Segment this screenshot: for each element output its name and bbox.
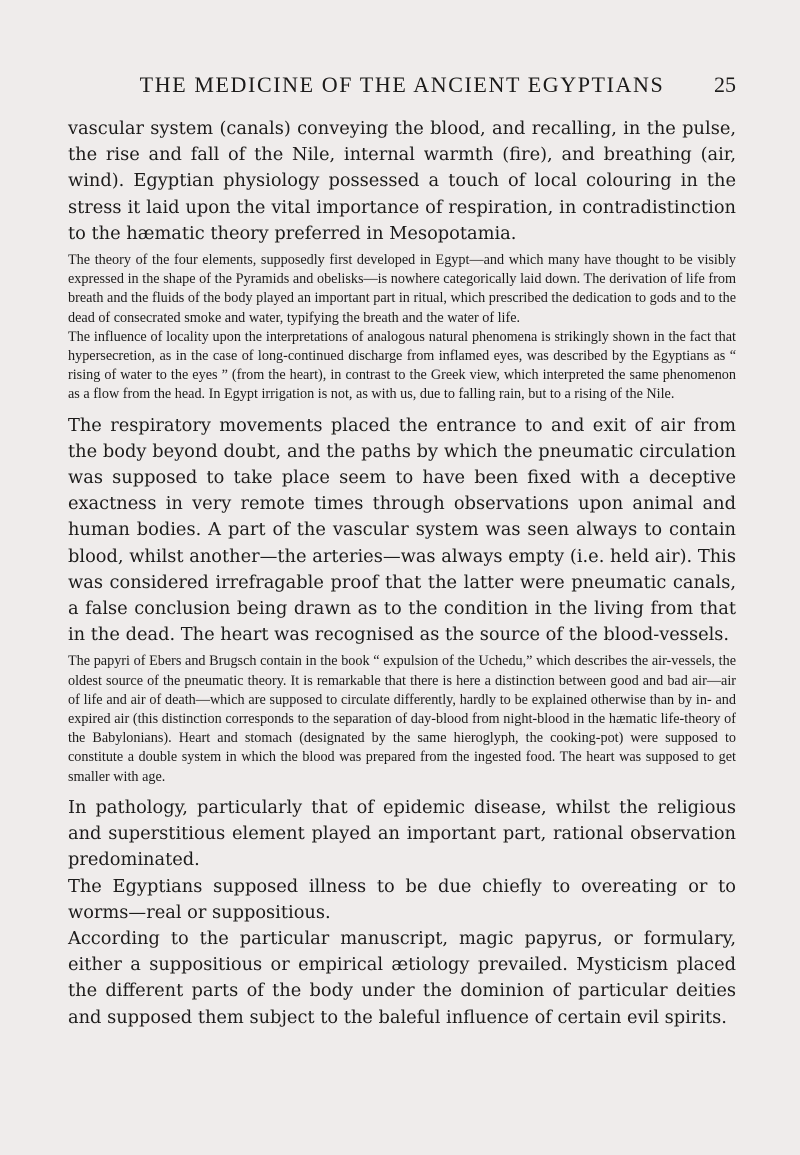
body-paragraph: According to the particular manuscript, magic papyrus, or formulary, either a suppositious or empirical ætiology prevailed. Mysticism placed the different parts of the body under the dominion of particular deities and supposed them subject to the baleful influence of certain evil spirits.: [68, 927, 736, 1028]
body-paragraph: In pathology, particularly that of epidemic disease, whilst the religious and superstitious element played an important part, rational observation predominated.: [68, 796, 736, 871]
running-header: [68, 72, 736, 106]
body-paragraph: The respiratory movements placed the entrance to and exit of air from the body beyond doubt, and the paths by which the pneumatic circulation was supposed to take place seem to have been fixed with a deceptive exactness in very remote times through observations upon animal and human bodies. A part of the vascular system was seen always to contain blood, whilst another—the arteries—was always empty (i.e. held air). This was considered irrefragable proof that the latter were pneumatic canals, a false conclusion being drawn as to the condition in the living from that in the dead. The heart was recognised as the source of the blood-vessels.: [68, 414, 736, 646]
note-paragraph: The influence of locality upon the interpretations of analogous natural phenomena is strikingly shown in the fact that hypersecretion, as in the case of long-continued discharge from inflamed eyes, was described by the Egyptians as “ rising of water to the eyes ” (from the heart), in contrast to the Greek view, which interpreted the same phenomenon as a flow from the head. In Egypt irrigation is not, as with us, due to falling rain, but to a rising of the Nile.: [68, 328, 736, 403]
note-paragraph: The theory of the four elements, supposedly first developed in Egypt—and which many have thought to be visibly expressed in the shape of the Pyramids and obelisks—is nowhere categorically laid down. The derivation of life from breath and the fluids of the body played an important part in ritual, which prescribed the dedication to gods and to the dead of consecrated smoke and water, typifying the breath and the water of life.: [68, 252, 736, 326]
book-page: [68, 72, 736, 1031]
running-title: THE MEDICINE OF THE ANCIENT EGYPTIANS: [139, 72, 665, 97]
body-paragraph: vascular system (canals) conveying the blood, and recalling, in the pulse, the rise and fall of the Nile, internal warmth (fire), and breathing (air, wind). Egyptian physiology possessed a touch of local colouring in the stress it laid upon the vital importance of respiration, in contradistinction to the hæmatic theory preferred in Mesopotamia.: [68, 118, 736, 244]
body-paragraph: The Egyptians supposed illness to be due chiefly to overeating or to worms—real or suppositious.: [68, 875, 736, 923]
note-paragraph: The papyri of Ebers and Brugsch contain in the book “ expulsion of the Uchedu,” which describes the air-vessels, the oldest source of the pneumatic theory. It is remarkable that there is here a distinction between good and bad air—air of life and air of death—which are supposed to circulate differently, hardly to be explained otherwise than by in- and expired air (this distinction corresponds to the separation of day-blood from night-blood in the hæmatic life-theory of the Babylonians). Heart and stomach (designated by the same hieroglyph, the cooking-pot) were supposed to constitute a double system in which the blood was prepared from the ingested food. The heart was supposed to get smaller with age.: [68, 653, 736, 785]
page-number: 25: [714, 72, 736, 97]
